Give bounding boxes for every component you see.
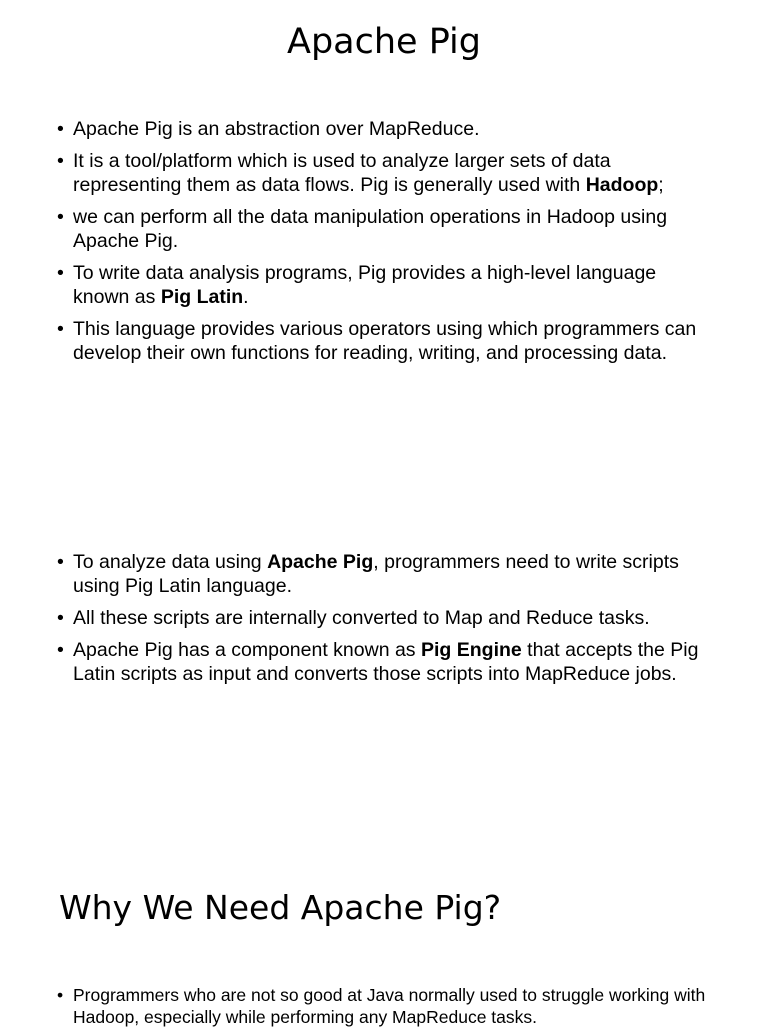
script-bullet-list (57, 550, 717, 694)
bullet-item: • Apache Pig is an abstraction over MapReduce. (57, 117, 717, 141)
bullet-item: • It is a tool/platform which is used to analyze larger sets of data representing them as data flows. Pig is generally used with Hadoop; (57, 149, 717, 197)
bullet-item: • we can perform all the data manipulation operations in Hadoop using Apache Pig. (57, 205, 717, 253)
bullet-item: • All these scripts are internally converted to Map and Reduce tasks. (57, 606, 717, 630)
bullet-item: • To write data analysis programs, Pig provides a high-level language known as Pig Latin. (57, 261, 717, 309)
page-title: Apache Pig (287, 22, 481, 62)
why-bullet-list (57, 984, 717, 1036)
bullet-item: • Programmers who are not so good at Java normally used to struggle working with Hadoop, especially while performing any MapReduce tasks. (57, 984, 717, 1028)
intro-bullet-list (57, 117, 717, 373)
bullet-item: • To analyze data using Apache Pig, programmers need to write scripts using Pig Latin language. (57, 550, 717, 598)
section-title-why: Why We Need Apache Pig? (59, 888, 502, 927)
bullet-item: • Apache Pig has a component known as Pig Engine that accepts the Pig Latin scripts as input and converts those scripts into MapReduce jobs. (57, 638, 717, 686)
bullet-item: • This language provides various operators using which programmers can develop their own functions for reading, writing, and processing data. (57, 317, 717, 365)
